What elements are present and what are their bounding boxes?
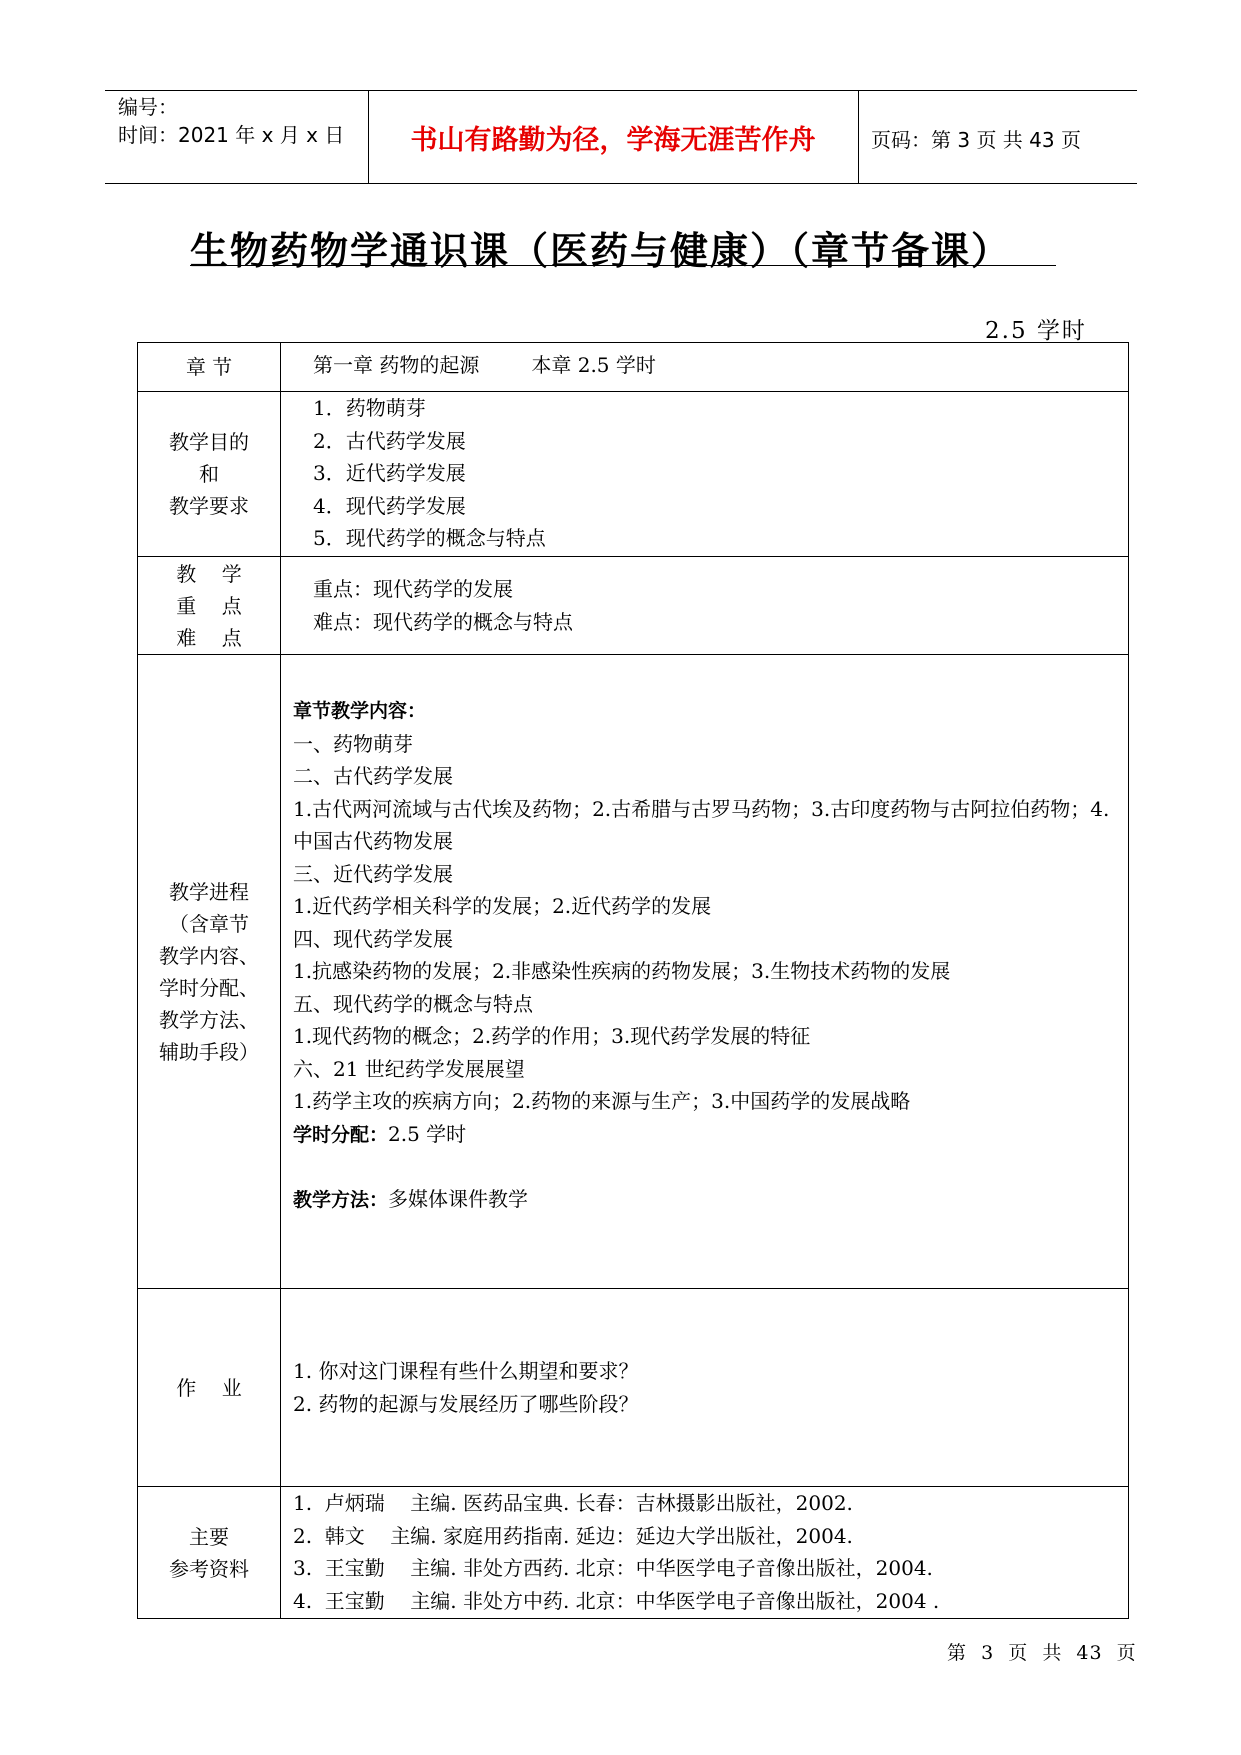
objective-item: 3．近代药学发展: [313, 461, 466, 485]
title-underline: [190, 265, 1056, 266]
section-detail: 1.现代药物的概念；2.药学的作用；3.现代药学发展的特征: [293, 1024, 811, 1048]
header-page-number: 页码：第 3 页 共 43 页: [871, 128, 1081, 152]
objective-item: 5．现代药学的概念与特点: [313, 526, 546, 550]
chapter-value: [281, 343, 1128, 391]
key-points-label-line: 重 点: [176, 593, 242, 618]
homework-label: 作 业: [138, 1289, 281, 1486]
table-row-homework: [138, 1288, 1128, 1486]
homework-item: 1. 你对这门课程有些什么期望和要求？: [293, 1359, 639, 1383]
process-label-line: 教学进程: [169, 879, 249, 904]
key-points-label-line: 教 学: [176, 561, 242, 586]
lesson-plan-table: [137, 342, 1129, 1619]
objectives-label-line: 和: [199, 462, 219, 486]
chapter-name: 第一章 药物的起源: [313, 353, 480, 377]
page-footer: 第 3 页 共 43 页: [947, 1642, 1137, 1664]
teaching-method-label: 教学方法：: [293, 1189, 389, 1211]
key-point: 重点：现代药学的发展: [313, 577, 513, 601]
section-title: 三、近代药学发展: [293, 861, 453, 886]
chapter-hours: 本章 2.5 学时: [531, 353, 656, 377]
references-list: [281, 1487, 1128, 1618]
hours-allocation-label: 学时分配：: [293, 1123, 389, 1146]
hours-allocation: [293, 1118, 1120, 1152]
section-detail: 1.近代药学相关科学的发展；2.近代药学的发展: [293, 894, 712, 918]
section-title: 六、21 世纪药学发展展望: [293, 1056, 525, 1081]
process-label-line: （含章节: [169, 911, 249, 936]
key-points-label: [138, 557, 281, 654]
homework-item: 2. 药物的起源与发展经历了哪些阶段？: [293, 1391, 639, 1416]
header-top-rule: [105, 90, 1137, 91]
objectives-list: [281, 392, 1128, 556]
section-title: 二、古代药学发展: [293, 764, 453, 788]
table-row-process: [138, 654, 1128, 1288]
total-hours: 2.5 学时: [985, 318, 1087, 344]
objective-item: 2．古代药学发展: [313, 428, 466, 453]
references-label-line: 主要: [189, 1524, 229, 1549]
objective-item: 4．现代药学发展: [313, 493, 466, 518]
section-title: 四、现代药学发展: [293, 926, 453, 951]
document-number-label: 编号：: [118, 95, 178, 119]
table-row-chapter: [138, 343, 1128, 391]
header-meta: [118, 93, 344, 149]
table-row-key-points: [138, 556, 1128, 654]
key-points-label-line: 难 点: [176, 625, 242, 650]
reference-item: 2. 韩文 主编. 家庭用药指南. 延边：延边大学出版社，2004.: [293, 1523, 853, 1548]
teaching-method-value: 多媒体课件教学: [388, 1187, 529, 1211]
content-heading: 章节教学内容：: [293, 700, 427, 722]
section-detail: 1.古代两河流域与古代埃及药物；2.古希腊与古罗马药物；3.古印度药物与古阿拉伯药物；4.中国古代药物发展: [293, 796, 1110, 853]
reference-item: 3. 王宝勤 主编. 非处方西药. 北京：中华医学电子音像出版社，2004.: [293, 1556, 933, 1580]
teaching-method: [293, 1183, 1120, 1217]
objectives-label-line: 教学要求: [169, 494, 249, 518]
objectives-label: [138, 392, 281, 556]
references-label: [138, 1487, 281, 1618]
section-title: 一、药物萌芽: [293, 731, 413, 756]
table-row-objectives: [138, 391, 1128, 556]
header-divider: [858, 90, 859, 183]
process-label-line: 辅助手段）: [159, 1039, 259, 1064]
process-label: [138, 655, 281, 1288]
table-row-references: [138, 1486, 1128, 1618]
process-label-line: 教学方法、: [159, 1007, 259, 1032]
hours-allocation-value: 2.5 学时: [388, 1121, 467, 1146]
process-content: [281, 655, 1128, 1288]
header-motto: 书山有路勤为径，学海无涯苦作舟: [410, 125, 816, 156]
process-label-line: 学时分配、: [159, 975, 259, 1000]
document-title: 生物药物学通识课（医药与健康）（章节备课）: [190, 229, 1012, 273]
references-label-line: 参考资料: [169, 1556, 249, 1581]
document-time: 时间：2021 年 x 月 x 日: [118, 123, 345, 147]
header-bottom-rule: [105, 183, 1137, 184]
chapter-label: 章 节: [138, 343, 281, 391]
reference-item: 4. 王宝勤 主编. 非处方中药. 北京：中华医学电子音像出版社，2004 .: [293, 1588, 940, 1613]
section-detail: 1.抗感染药物的发展；2.非感染性疾病的药物发展；3.生物技术药物的发展: [293, 959, 951, 983]
key-points-value: [281, 557, 1128, 654]
homework-list: [281, 1289, 1128, 1486]
objectives-label-line: 教学目的: [169, 430, 249, 454]
difficult-point: 难点：现代药学的概念与特点: [313, 609, 573, 634]
process-label-line: 教学内容、: [159, 943, 259, 968]
section-detail: 1.药学主攻的疾病方向；2.药物的来源与生产；3.中国药学的发展战略: [293, 1089, 911, 1113]
objective-item: 1．药物萌芽: [313, 396, 426, 420]
reference-item: 1. 卢炳瑞 主编. 医药品宝典. 长春：吉林摄影出版社，2002.: [293, 1491, 853, 1515]
section-title: 五、现代药学的概念与特点: [293, 991, 533, 1016]
